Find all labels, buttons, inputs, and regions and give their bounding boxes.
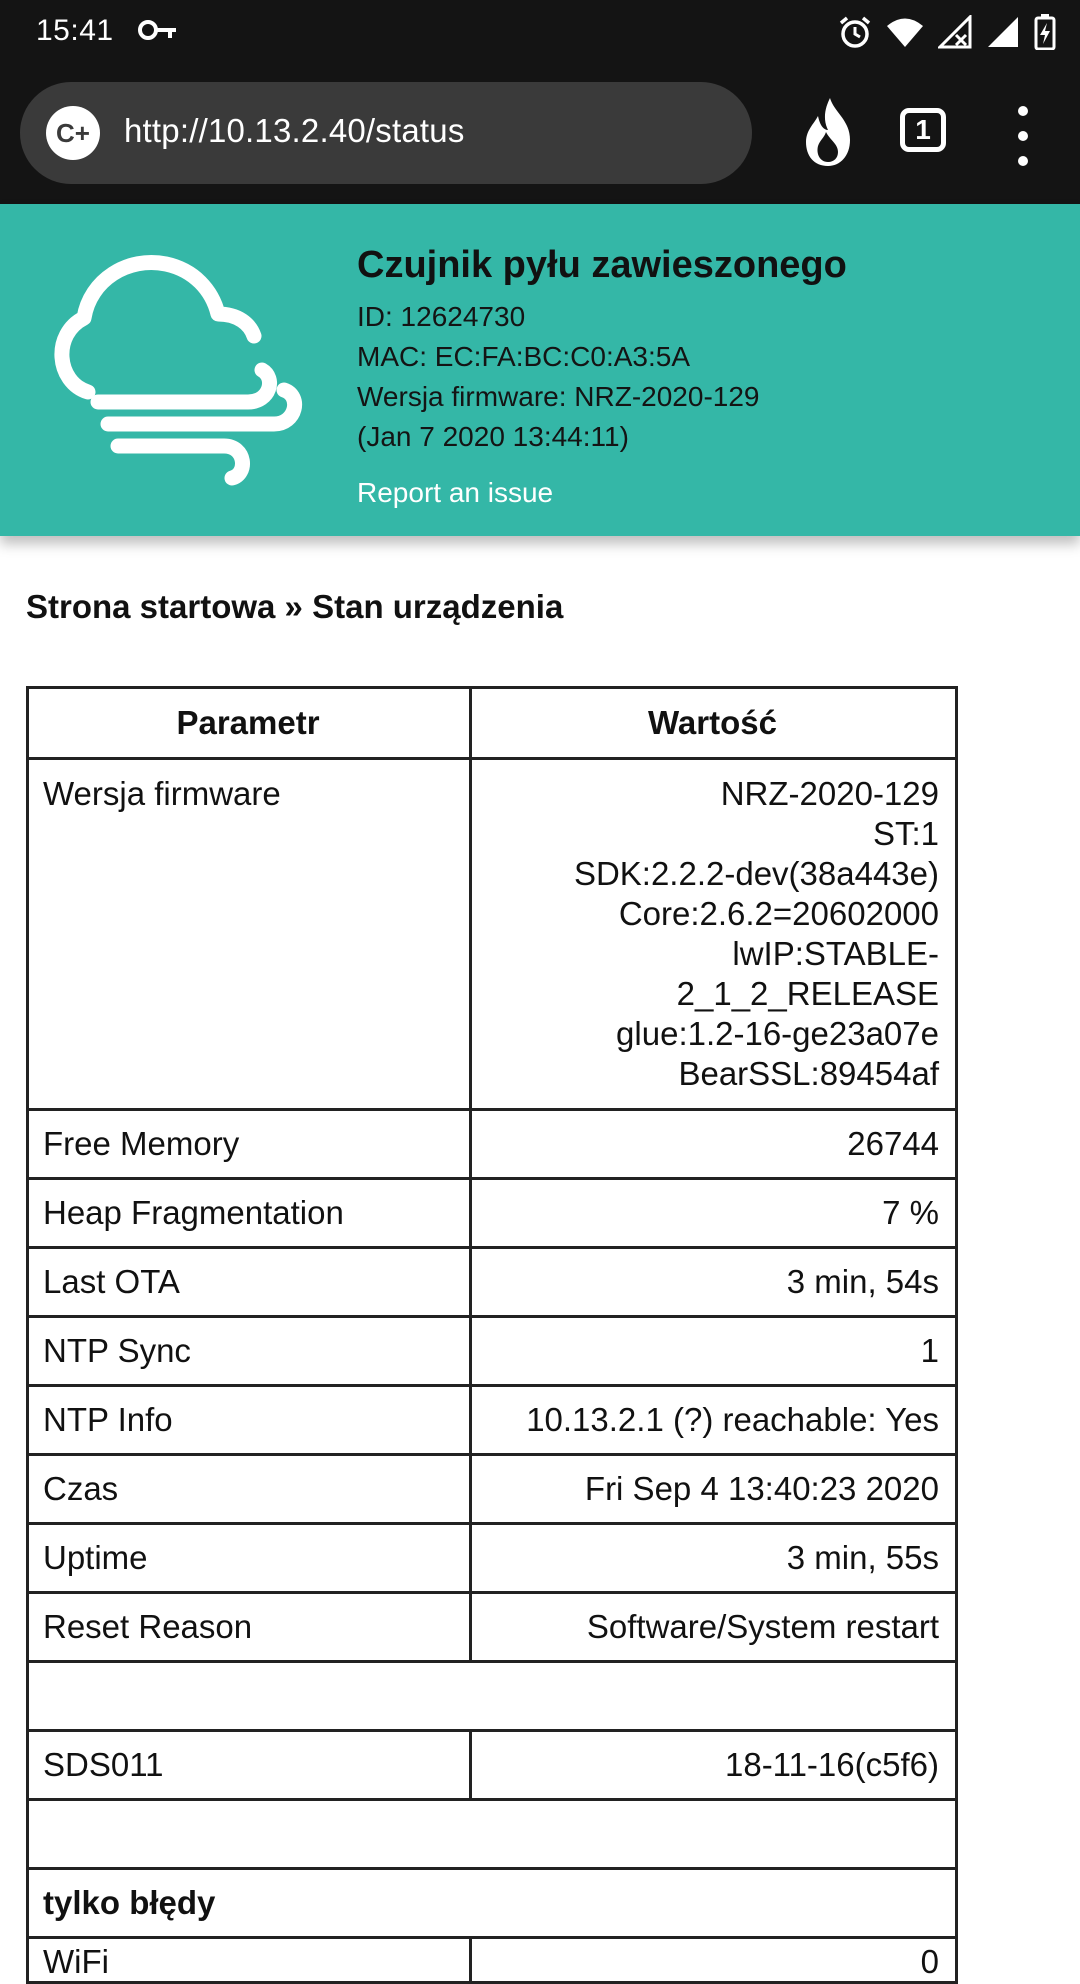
alarm-icon [838, 15, 872, 49]
row-value: 18-11-16(c5f6) [471, 1731, 957, 1800]
firmware-line: Core:2.6.2=20602000 [618, 895, 939, 932]
wifi-icon [886, 17, 924, 47]
row-value: 3 min, 55s [471, 1524, 957, 1593]
row-value: 1 [471, 1317, 957, 1386]
breadcrumb-home[interactable]: Strona startowa [26, 588, 276, 625]
table-row [28, 1455, 957, 1524]
table-row [28, 1179, 957, 1248]
firmware-line: glue:1.2-16-ge23a07e [616, 1015, 939, 1052]
row-value: 10.13.2.1 (?) reachable: Yes [471, 1386, 957, 1455]
menu-dot [1018, 106, 1028, 116]
overflow-menu-button[interactable] [1010, 106, 1036, 166]
device-mac: MAC: EC:FA:BC:C0:A3:5A [357, 341, 690, 372]
empty-cell [28, 1800, 957, 1869]
device-info [357, 244, 847, 509]
status-table [26, 686, 958, 1984]
device-id: ID: 12624730 [357, 301, 526, 332]
row-key: Czas [28, 1455, 471, 1524]
table-row [28, 1524, 957, 1593]
status-bar [0, 0, 1080, 62]
menu-dot [1018, 131, 1028, 141]
firmware-line: SDK:2.2.2-dev(38a443e) [573, 855, 939, 892]
table-section-row [28, 1869, 957, 1938]
firmware-line: lwIP:STABLE-2_1_2_RELEASE [676, 935, 939, 1012]
breadcrumb [26, 588, 563, 626]
table-row [28, 759, 957, 1110]
row-key: NTP Info [28, 1386, 471, 1455]
table-row [28, 1110, 957, 1179]
table-row [28, 1317, 957, 1386]
row-key: Wersja firmware [28, 759, 471, 1110]
row-value: 3 min, 54s [471, 1248, 957, 1317]
row-key: NTP Sync [28, 1317, 471, 1386]
firmware-line: ST:1 [872, 815, 939, 852]
row-key: Last OTA [28, 1248, 471, 1317]
breadcrumb-separator: » [275, 588, 313, 625]
site-info-icon[interactable]: C+ [46, 106, 100, 160]
tab-switcher-button[interactable]: 1 [900, 108, 946, 152]
row-key: WiFi [28, 1938, 471, 1983]
fire-icon[interactable] [800, 96, 858, 168]
firmware-version: Wersja firmware: NRZ-2020-129 [357, 381, 760, 412]
no-signal-icon [938, 15, 972, 49]
breadcrumb-current: Stan urządzenia [312, 588, 564, 625]
row-key: Heap Fragmentation [28, 1179, 471, 1248]
status-icons [838, 12, 1056, 52]
section-title: tylko błędy [28, 1869, 957, 1938]
table-spacer-row [28, 1800, 957, 1869]
row-key: Reset Reason [28, 1593, 471, 1662]
url-text[interactable]: http://10.13.2.40/status [124, 112, 465, 149]
menu-dot [1018, 156, 1028, 166]
vpn-key-icon [138, 17, 178, 43]
column-header-parameter: Parametr [28, 688, 471, 759]
row-value: 0 [471, 1938, 957, 1983]
table-header-row [28, 688, 957, 759]
empty-cell [28, 1662, 957, 1731]
cloud-wind-logo-icon [48, 252, 308, 492]
table-row [28, 1938, 957, 1983]
row-value: 26744 [471, 1110, 957, 1179]
firmware-build-date: (Jan 7 2020 13:44:11) [357, 421, 629, 452]
signal-icon [986, 15, 1020, 49]
battery-charging-icon [1034, 14, 1056, 50]
report-issue-link[interactable]: Report an issue [357, 477, 554, 508]
address-bar[interactable] [20, 82, 752, 184]
row-value [471, 759, 957, 1110]
table-row [28, 1731, 957, 1800]
firmware-line: NRZ-2020-129 [720, 775, 939, 812]
browser-toolbar [0, 62, 1080, 204]
row-key: SDS011 [28, 1731, 471, 1800]
table-row [28, 1248, 957, 1317]
page-header [0, 204, 1080, 536]
device-title: Czujnik pyłu zawieszonego [357, 244, 847, 286]
row-value: Fri Sep 4 13:40:23 2020 [471, 1455, 957, 1524]
row-key: Free Memory [28, 1110, 471, 1179]
row-key: Uptime [28, 1524, 471, 1593]
table-spacer-row [28, 1662, 957, 1731]
firmware-line: BearSSL:89454af [678, 1055, 939, 1092]
status-time: 15:41 [36, 14, 114, 47]
column-header-value: Wartość [471, 688, 957, 759]
row-value: 7 % [471, 1179, 957, 1248]
row-value: Software/System restart [471, 1593, 957, 1662]
table-row [28, 1386, 957, 1455]
table-row [28, 1593, 957, 1662]
